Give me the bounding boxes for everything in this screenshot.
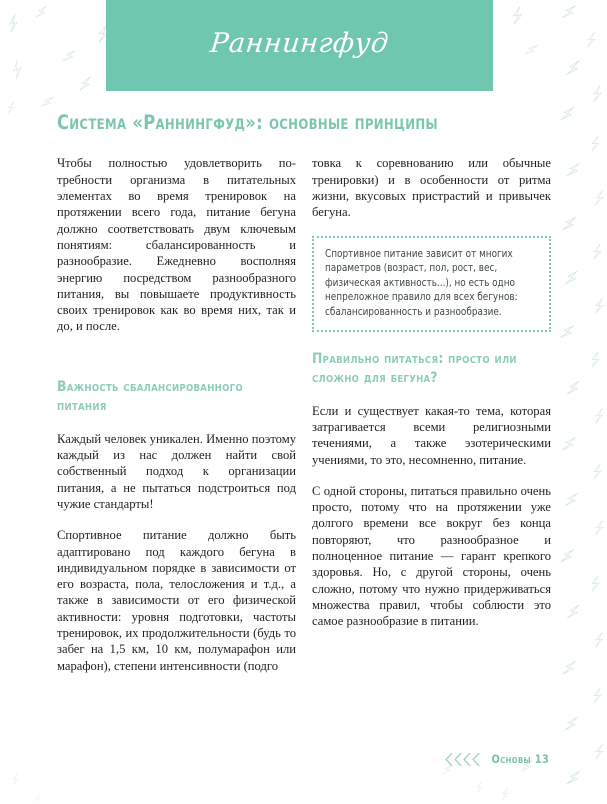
page-footer [445,752,551,766]
right-intro-continuation: товка к соревнованию или обычные тренировки) и в особенности от ритма жизни, вкусовых пристрастий и привычек бегуна. [312,156,551,220]
left-subheading: Важность сбалансированного питания [57,378,243,415]
chevron-left-icon [445,753,454,766]
chevron-left-icon [463,753,472,766]
chevron-group [445,753,481,766]
callout-text: Спортивное питание зависит от многих параметров (возраст, пол, рост, вес, физическая активность...), но есть одно непреложное правило для всех бегунов: сбалансированность и разнообразие. [325,247,518,318]
right-paragraph-1: Если и существует какая-то тема, которая затрагивается всеми религиозными течениями, а также эзотерическими учениями, то это, несомненно, питание. [312,403,551,467]
footer-section-label: Основы [491,752,532,766]
two-column-layout [57,155,551,674]
footer-page-number: 13 [535,752,550,766]
left-intro-paragraph: Чтобы полностью удовлетворить потребности организма в питательных элементах во время тренировок на протяжении всего года, питание бегуна должно соответствовать двум ключевым понятиям: сбалансированность и разнообразие. Ежедневно восполняя энергию посредством разнообразного питания, вы повышаете продуктивность своих тренировок как во время них, так и до, и после. [57,156,296,334]
chapter-banner [106,0,493,91]
left-paragraph-2: Спортивное питание должно быть адаптировано под каждого бегуна в индивидуальном порядке в зависимости от его возраста, пола, телосложения и т.д., а также в зависимости от его физической активности: уровня подготовки, частоты тренировок, их продолжительности (будь то забег на 1,5 км, 10 км, полумарафон или марафон), степени интенсивности (подго [57,528,296,673]
page-heading: Система «Раннингфуд»: основные принципы [57,111,438,134]
folio [492,752,550,766]
left-column [57,155,296,674]
page-content [57,112,551,674]
chevron-left-icon [472,753,481,766]
right-column [312,155,551,629]
left-paragraph-1: Каждый человек уникален. Именно поэтому каждый из нас должен найти свой собственный подход к организации питания, а не пытаться подстроиться под чужие стандарты! [57,431,296,511]
right-paragraph-2: С одной стороны, питаться правильно очень просто, потому что на протяжении уже долгого времени все вокруг без конца повторяют, что разнообразное и полноценное питание — гарант крепкого здоровья. Но, с другой стороны, очень сложно, потому что нужно придерживаться множества правил, чтобы соблюсти это самое разнообразие в питании. [312,483,551,629]
right-subheading: Правильно питаться: просто или сложно для бегуна? [312,350,517,387]
chapter-title: Раннингфуд [208,28,391,59]
chevron-left-icon [454,753,463,766]
callout-box [312,236,551,332]
